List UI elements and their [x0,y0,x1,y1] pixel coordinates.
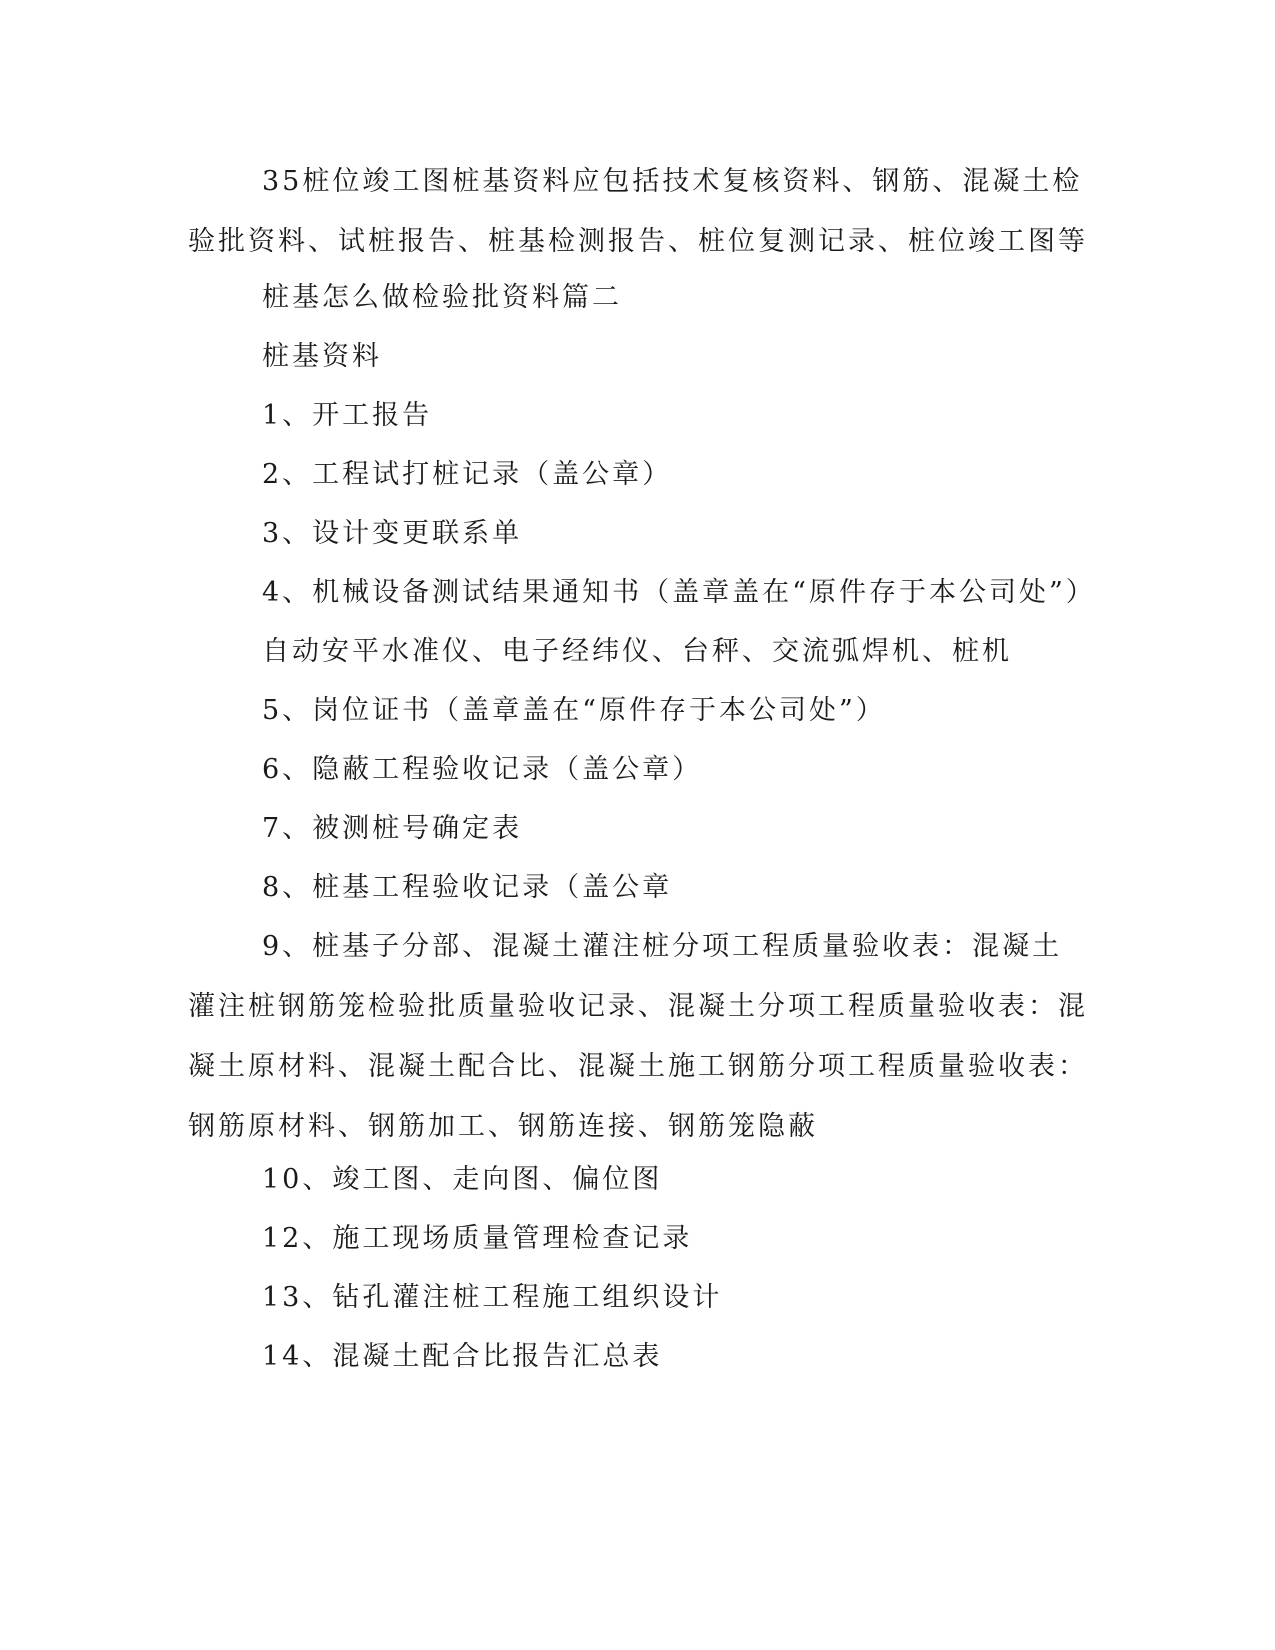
list-item: 5、岗位证书（盖章盖在“原件存于本公司处”） [262,695,886,726]
list-item-multiline: 9、桩基子分部、混凝土灌注桩分项工程质量验收表：混凝土灌注桩钢筋笼检验批质量验收记录、混凝土分项工程质量验收表：混凝土原材料、混凝土配合比、混凝土施工钢筋分项工程质量验收表：钢筋原材料、钢筋加工、钢筋连接、钢筋笼隐蔽 [188,931,1088,1142]
section-heading: 桩基怎么做检验批资料篇二 [262,282,622,313]
list-item: 3、设计变更联系单 [262,518,523,549]
list-item: 10、竣工图、走向图、偏位图 [262,1164,663,1195]
list-item-detail: 自动安平水准仪、电子经纬仪、台秤、交流弧焊机、桩机 [262,636,1012,667]
list-item: 1、开工报告 [262,400,433,431]
list-item: 4、机械设备测试结果通知书（盖章盖在“原件存于本公司处”） [262,577,1096,608]
list-item: 6、隐蔽工程验收记录（盖公章） [262,754,703,785]
list-title: 桩基资料 [262,341,382,372]
paragraph-pile-records: 35桩位竣工图桩基资料应包括技术复核资料、钢筋、混凝土检验批资料、试桩报告、桩基检测报告、桩位复测记录、桩位竣工图等 [188,166,1088,257]
list-item: 14、混凝土配合比报告汇总表 [262,1341,663,1372]
list-item: 13、钻孔灌注桩工程施工组织设计 [262,1282,723,1313]
list-item: 2、工程试打桩记录（盖公章） [262,459,673,490]
list-item: 7、被测桩号确定表 [262,813,523,844]
list-item: 12、施工现场质量管理检查记录 [262,1223,693,1254]
list-item: 8、桩基工程验收记录（盖公章 [262,872,673,903]
